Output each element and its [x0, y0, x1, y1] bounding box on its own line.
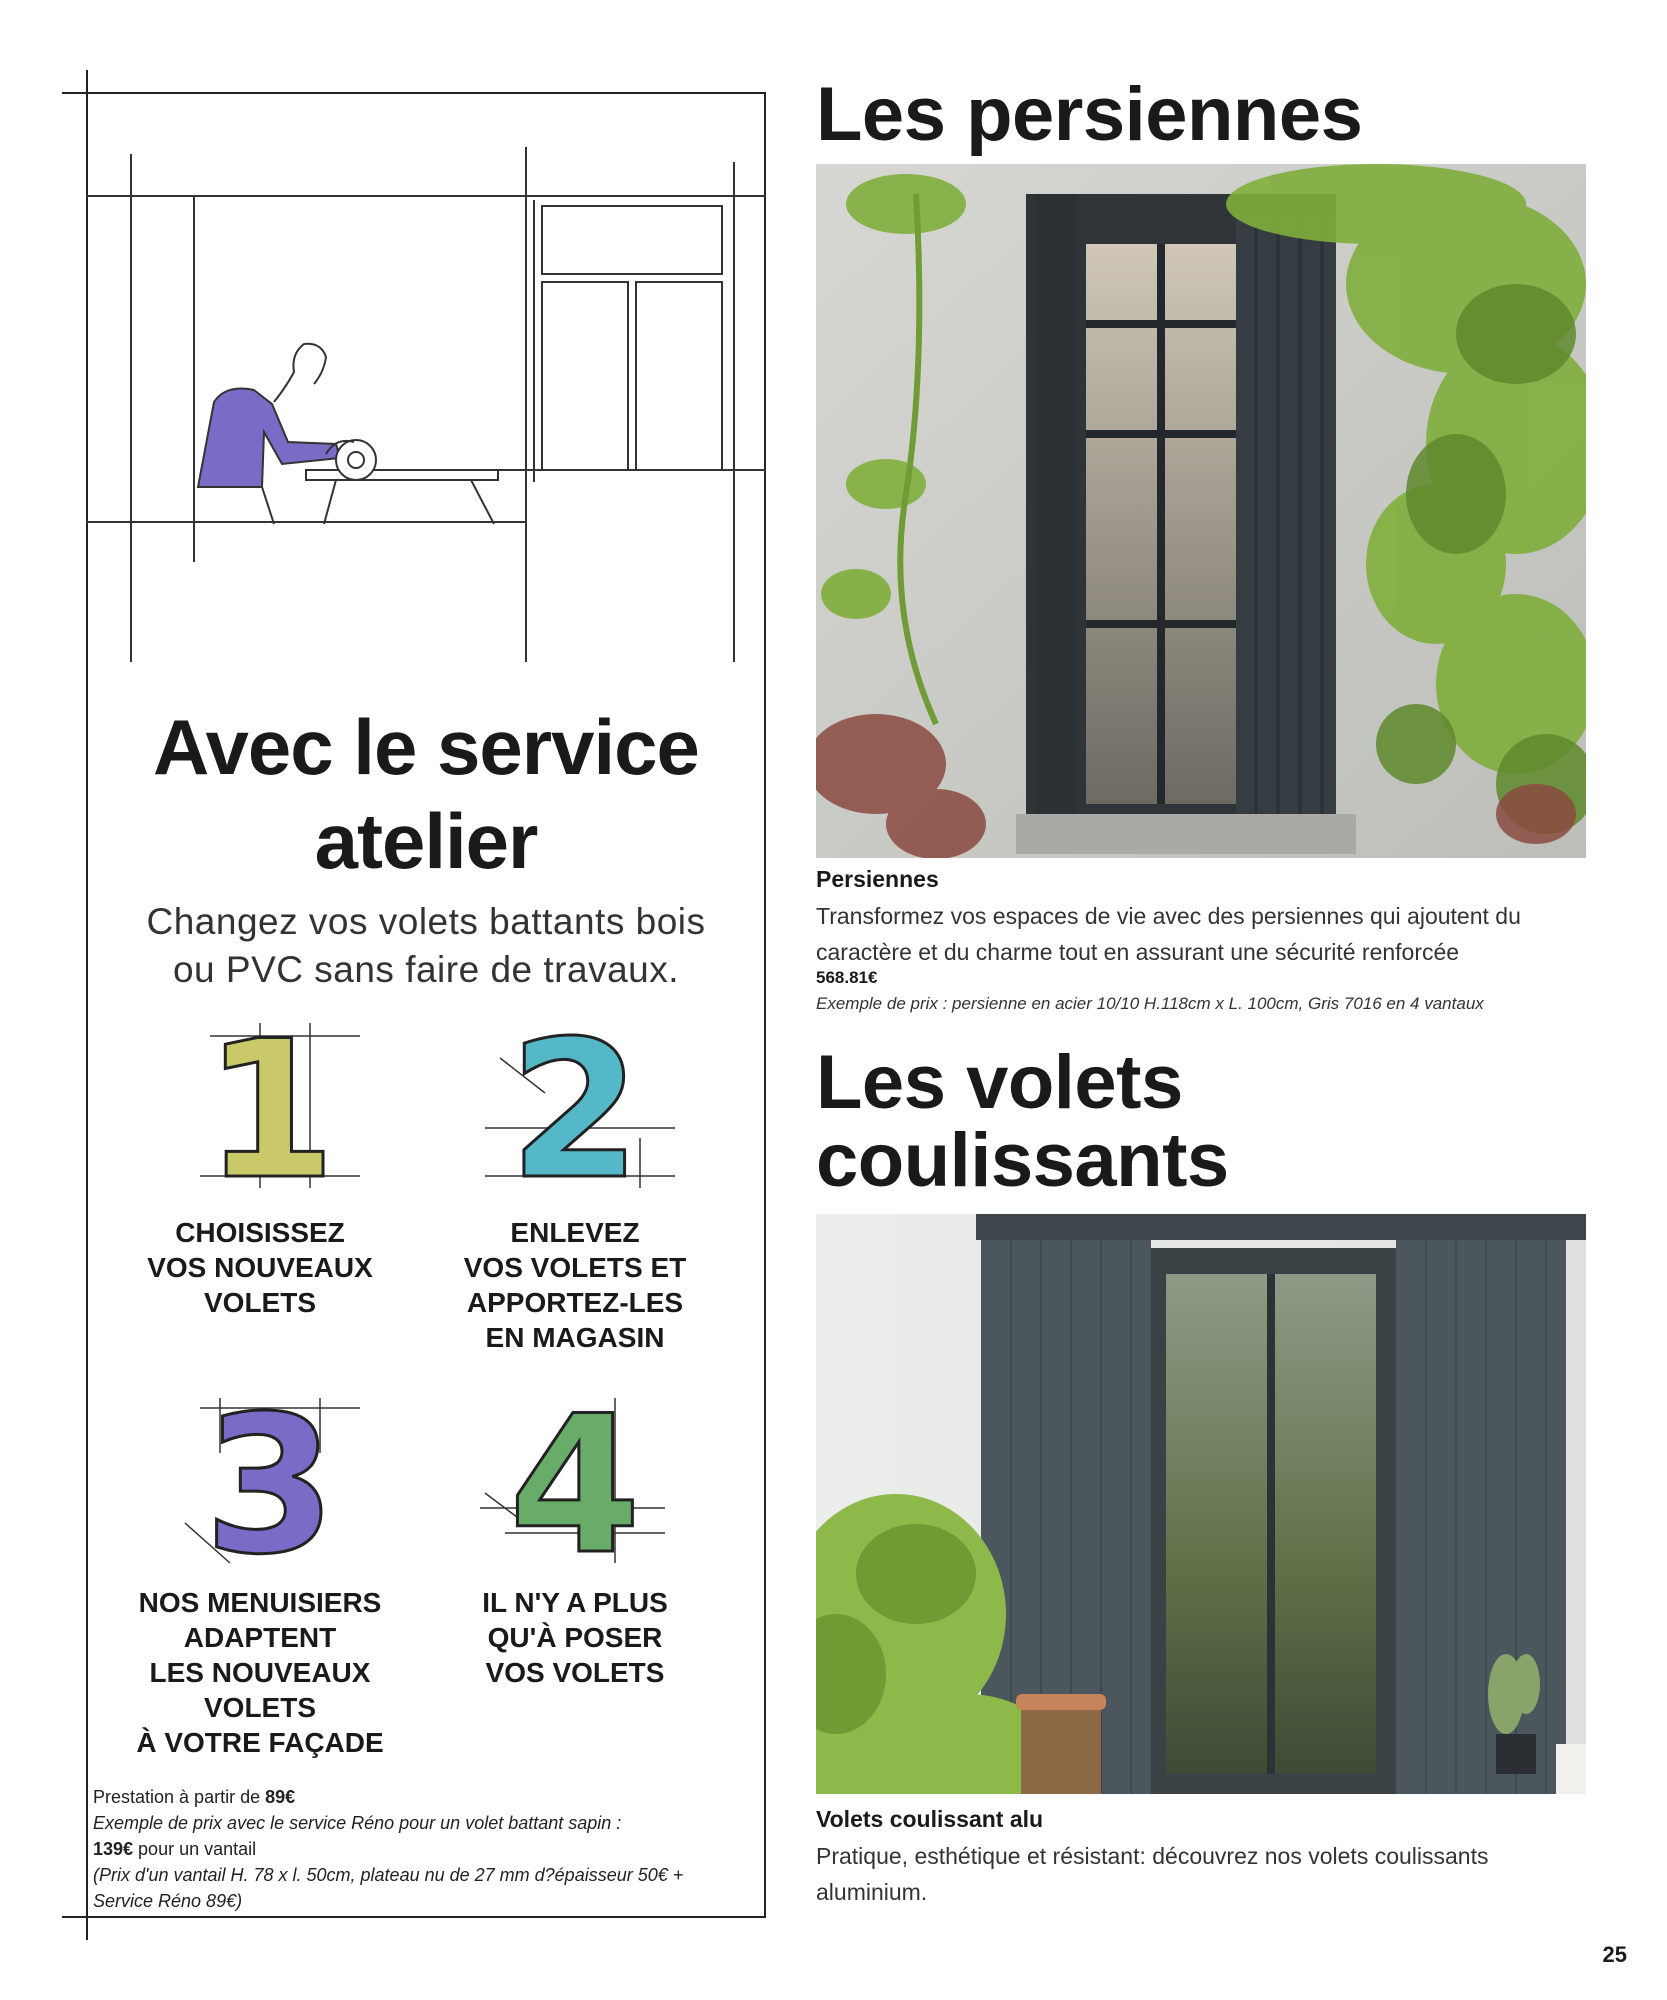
step-1-number — [160, 1018, 380, 1198]
workshop-illustration — [86, 92, 766, 662]
volets-description: Pratique, esthétique et résistant: découvrez nos volets coulissants aluminium. — [816, 1843, 1489, 1905]
step-4-digit: 4 — [508, 1393, 642, 1573]
volets-product-name: Volets coulissant alu — [816, 1806, 1044, 1832]
step-3-number — [160, 1393, 380, 1573]
fine-line-3: 139€ pour un vantail — [93, 1839, 257, 1859]
crop-mark — [86, 1892, 88, 1940]
step-3-digit: 3 — [203, 1393, 337, 1573]
persiennes-description: Transformez vos espaces de vie avec des persiennes qui ajoutent du caractère et du charme tout en assurant une sécurité renforcée — [816, 903, 1521, 965]
volets-heading — [816, 1040, 1229, 1203]
step-2-digit: 2 — [508, 1018, 642, 1198]
workshop-sketch — [86, 92, 766, 662]
volets-heading-line1: Les volets — [816, 1040, 1183, 1125]
persiennes-photo — [816, 164, 1586, 858]
service-title — [86, 700, 766, 888]
service-subtitle-line1: Changez vos volets battants bois — [146, 901, 706, 942]
page-number: 25 — [1602, 1942, 1627, 1967]
service-title-line1: Avec le service — [153, 703, 699, 791]
fine-price-139: 139€ — [93, 1839, 134, 1859]
service-fine-print — [93, 1784, 753, 1914]
step-3-label: NOS MENUISIERS ADAPTENT LES NOUVEAUX VOLETS À VOTRE FAÇADE — [136, 1587, 384, 1758]
fine-line-1: Prestation à partir de 89€ — [93, 1787, 296, 1807]
step-2-number — [465, 1018, 685, 1198]
step-4-number — [465, 1393, 685, 1573]
volets-heading-line2: coulissants — [816, 1118, 1229, 1203]
step-1-label: CHOISISSEZ VOS NOUVEAUX VOLETS — [147, 1217, 373, 1318]
persiennes-heading: Les persiennes — [816, 72, 1363, 157]
step-4-label: IL N'Y A PLUS QU'À POSER VOS VOLETS — [482, 1587, 668, 1688]
service-subtitle — [86, 898, 766, 994]
persiennes-price-note: Exemple de prix : persienne en acier 10/10 H.118cm x L. 100cm, Gris 7016 en 4 vantaux — [816, 994, 1484, 1013]
service-title-line2: atelier — [314, 797, 538, 885]
fine-line-5: Service Réno 89€) — [93, 1891, 243, 1911]
person-sawing — [198, 344, 498, 524]
fine-line-4: (Prix d'un vantail H. 78 x l. 50cm, plateau nu de 27 mm d?épaisseur 50€ + — [93, 1865, 684, 1885]
step-1-digit: 1 — [203, 1018, 337, 1198]
fine-line-2: Exemple de prix avec le service Réno pour un volet battant sapin : — [93, 1813, 622, 1833]
fine-price-89: 89€ — [265, 1787, 296, 1807]
service-subtitle-line2: ou PVC sans faire de travaux. — [172, 949, 680, 990]
volets-photo — [816, 1214, 1586, 1794]
persiennes-product-name: Persiennes — [816, 866, 939, 892]
persiennes-price: 568.81€ — [816, 968, 878, 987]
step-2-label: ENLEVEZ VOS VOLETS ET APPORTEZ-LES EN MAGASIN — [463, 1217, 687, 1353]
